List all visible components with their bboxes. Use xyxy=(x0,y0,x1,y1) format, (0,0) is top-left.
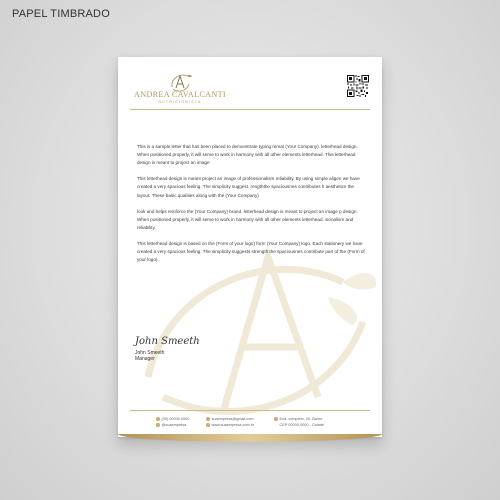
location-icon xyxy=(274,417,278,421)
signature: John Smeeth xyxy=(135,336,200,347)
letter-paragraph: This letterhead design is based on the (Form of your logo) form (Your Company) logo. Each stationery we have created a very spacious feeling. The simplicity suggests strength the spaciousnes contribute part of the (Form of your logo). xyxy=(137,241,365,263)
gold-paper-edge xyxy=(118,434,382,442)
signer-name: John Smeeth xyxy=(135,350,165,356)
phone-text: (00) 00000.0000 xyxy=(161,417,190,421)
header-divider xyxy=(130,109,370,110)
social-text: @suaempresa xyxy=(161,423,187,427)
globe-icon xyxy=(206,423,210,427)
footer-divider xyxy=(130,410,370,411)
footer-email xyxy=(206,417,254,421)
footer-address-2 xyxy=(280,423,324,427)
instagram-icon xyxy=(156,423,160,427)
email-text: suaempresa@gmail.com xyxy=(211,417,254,421)
qr-code-icon xyxy=(347,75,369,97)
letter-body xyxy=(137,143,367,273)
brand-logo xyxy=(130,71,230,111)
letter-paragraph: look and helps reinforce the (Your Company) brand. letterhead design is meant to project an image p design. When positioned properly, it will serve to work in harmony with all other elements letterhead. sionalism and reliability. xyxy=(137,208,358,230)
letter-paragraph: This letterhead design is meant project an image of professionalism reliability. By using simple aligen we have created a very spacious feeling. The simplicity suggest. rengththe spaciousnes contributes h aesthetics the layout. These basic qualities along with the (Your Company) xyxy=(137,176,360,198)
footer-address xyxy=(274,417,322,421)
email-icon xyxy=(206,417,210,421)
address-line-2: CEP 00000-0000 - Cidade xyxy=(279,423,324,427)
letterhead-sheet xyxy=(118,57,382,437)
signer-title: Manager xyxy=(135,356,155,362)
website-text: www.suaempresa.com.br xyxy=(211,423,255,427)
brand-subtitle: NUTRICIONISTA xyxy=(158,100,202,104)
page-label: PAPEL TIMBRADO xyxy=(12,8,110,20)
letter-paragraph: This is a sample letter that has been placed to demonstrate typing remat (Your Company). letterhead design. When positioned properly, it will serve to work in harmony with all other elements letterhead. This letterhead design is meant to project an image xyxy=(137,144,358,166)
brand-name: ANDREA CAVALCANTI xyxy=(134,90,226,99)
footer-phone xyxy=(156,417,189,421)
phone-icon xyxy=(156,417,160,421)
footer-website xyxy=(206,423,254,427)
footer-social xyxy=(156,423,186,427)
address-line-1: End. completo, 00, Bairro xyxy=(279,417,323,421)
